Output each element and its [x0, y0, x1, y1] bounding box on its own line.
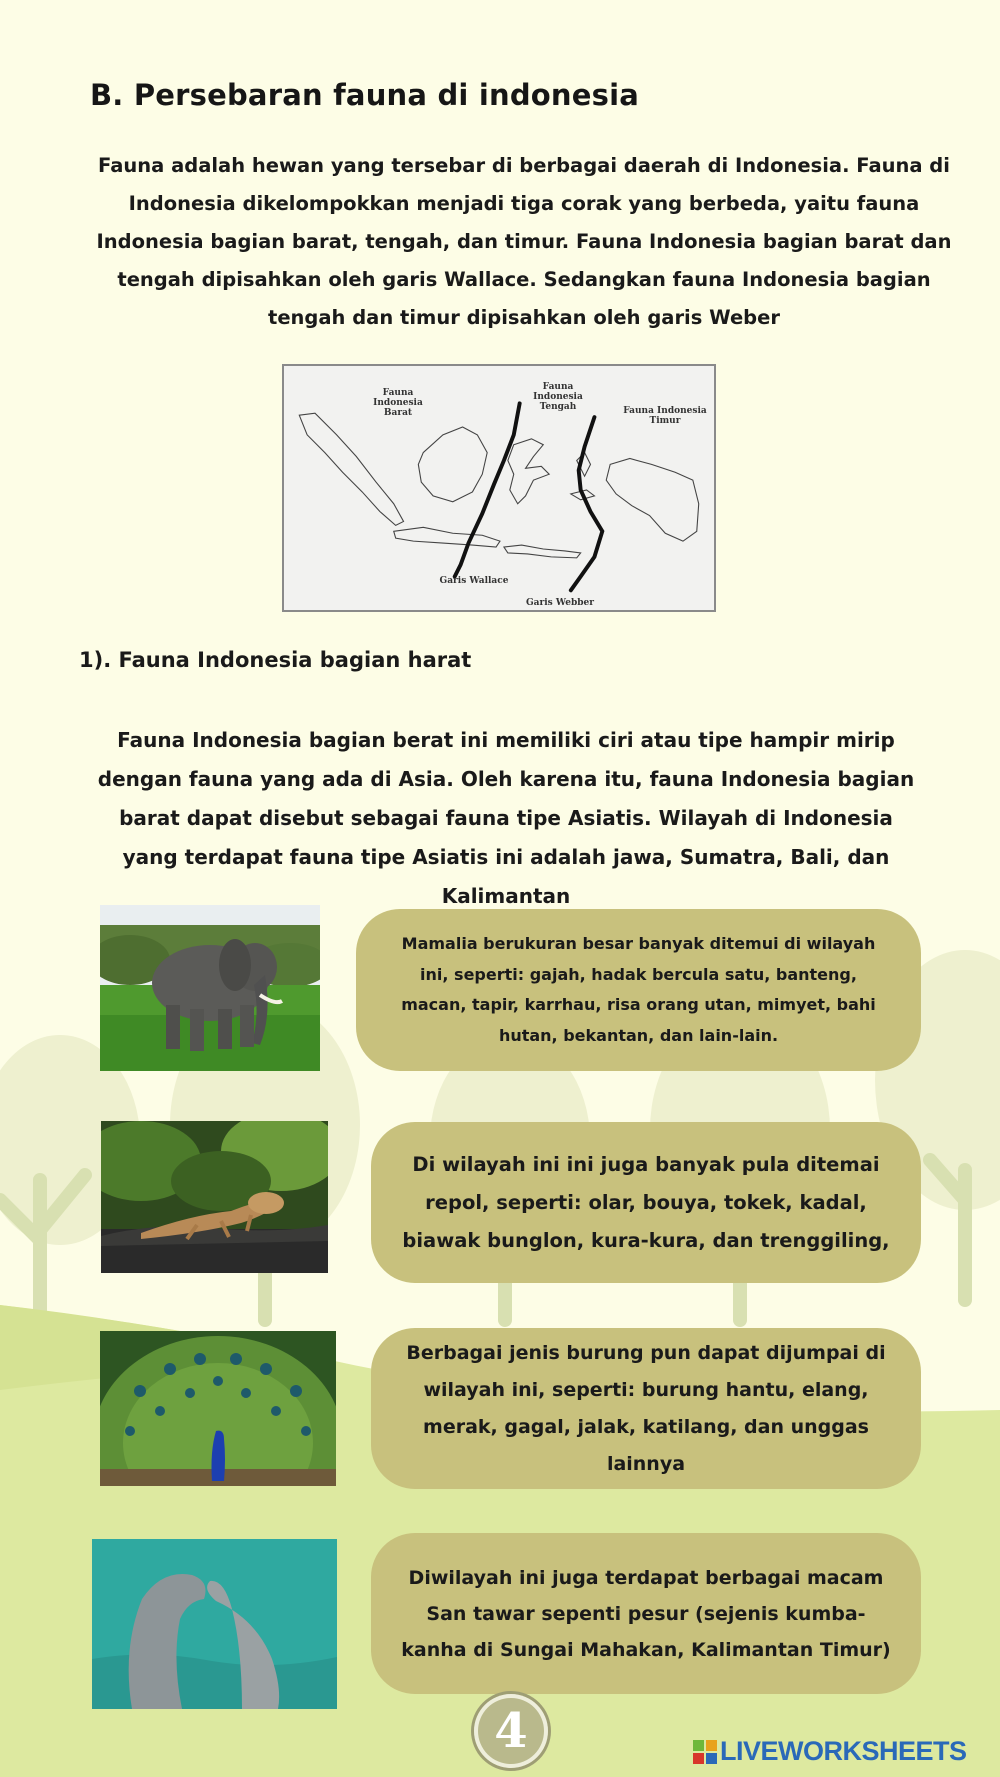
section-title: B. Persebaran fauna di indonesia — [90, 78, 640, 112]
map-label-central: Fauna Indonesia Tengah — [533, 382, 583, 412]
brand-name: LIVEWORKSHEETS — [720, 1736, 967, 1766]
map-drawing — [284, 366, 714, 610]
page-number: 4 — [494, 1703, 528, 1759]
elephant-photo — [100, 905, 320, 1071]
dolphins-photo — [92, 1539, 337, 1709]
card-mammals: Mamalia berukuran besar banyak ditemui di wilayah ini, seperti: gajah, hadak bercula satu, banteng, macan, tapir, karrhau, risa orang utan, mimyet, bahi hutan, bekantan, dan lain-lain. — [356, 909, 921, 1071]
card-reptiles: Di wilayah ini ini juga banyak pula ditemai repol, seperti: olar, bouya, tokek, kadal, biawak bunglon, kura-kura, dan trenggiling, — [371, 1122, 921, 1283]
intro-paragraph: Fauna adalah hewan yang tersebar di berbagai daerah di Indonesia. Fauna di Indonesia dikelompokkan menjadi tiga corak yang berbeda, yaitu fauna Indonesia bagian barat, tengah, dan timur. Fauna Indonesia bagian barat dan tengah dipisahkan oleh garis Wallace. Sedangkan fauna Indonesia bagian tengah dan timur dipisahkan oleh garis Weber — [96, 154, 952, 329]
card-birds: Berbagai jenis burung pun dapat dijumpai di wilayah ini, seperti: burung hantu, elang, merak, gagal, jalak, katilang, dan unggas lainnya — [371, 1328, 921, 1489]
peacock-photo — [100, 1331, 336, 1486]
card-fish: Diwilayah ini juga terdapat berbagai macam San tawar sepenti pesur (sejenis kumba-kanha di Sungai Mahakan, Kalimantan Timur) — [371, 1533, 921, 1694]
map-label-west: Fauna Indonesia Barat — [373, 388, 423, 418]
lizard-photo — [101, 1121, 328, 1273]
liveworksheets-brand[interactable] — [693, 1736, 967, 1767]
page-number-badge — [474, 1694, 548, 1768]
sub-heading: 1). Fauna Indonesia bagian harat — [79, 648, 472, 672]
map-label-wallace: Garis Wallace — [439, 576, 509, 586]
map-label-east: Fauna Indonesia Timur — [623, 406, 707, 426]
liveworksheets-logo-icon — [693, 1740, 717, 1764]
map-label-weber: Garis Webber — [525, 598, 595, 608]
indonesia-fauna-map — [282, 364, 716, 612]
west-fauna-paragraph: Fauna Indonesia bagian berat ini memiliki ciri atau tipe hampir mirip dengan fauna yang ada di Asia. Oleh karena itu, fauna Indonesia bagian barat dapat disebut sebagai fauna tipe Asiatis. Wilayah di Indonesia yang terdapat fauna tipe Asiatis ini adalah jawa, Sumatra, Bali, dan Kalimantan — [97, 728, 915, 908]
